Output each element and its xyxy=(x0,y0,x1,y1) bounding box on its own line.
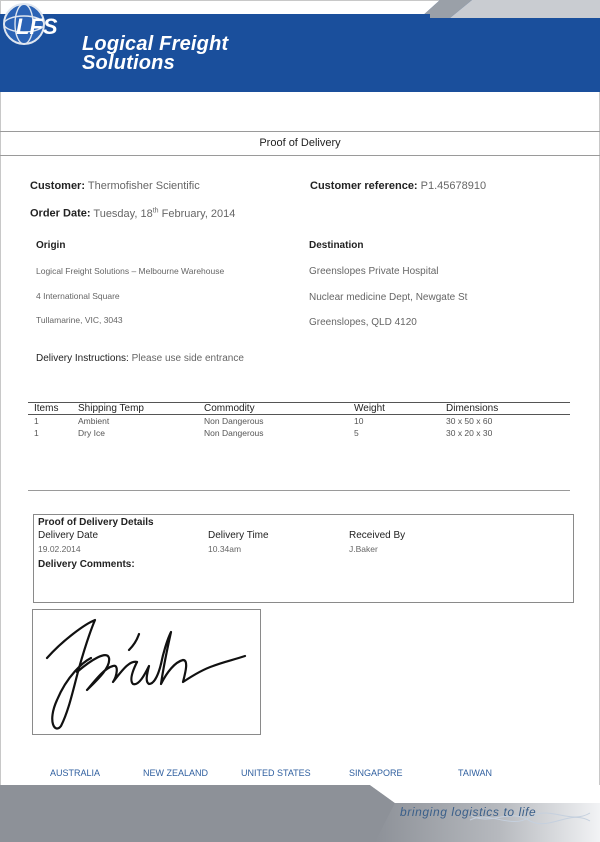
destination-line-3: Greenslopes, QLD 4120 xyxy=(309,317,417,328)
items-table xyxy=(28,402,570,439)
cell-weight: 10 xyxy=(354,416,364,426)
origin-heading: Origin xyxy=(36,240,66,251)
footer-country-united-states: UNITED STATES xyxy=(241,768,311,778)
footer-country-new-zealand: NEW ZEALAND xyxy=(143,768,209,778)
footer-tagline: bringing logistics to life xyxy=(400,805,537,819)
origin-line-1: Logical Freight Solutions – Melbourne Warehouse xyxy=(36,266,225,276)
table-row xyxy=(28,415,570,427)
cell-commodity: Non Dangerous xyxy=(204,428,264,438)
order-date-ordinal: th xyxy=(152,207,159,214)
table-row xyxy=(28,427,570,439)
customer-reference-value: P1.45678910 xyxy=(420,180,487,192)
globe-logo-icon xyxy=(0,0,58,58)
footer-country-singapore: SINGAPORE xyxy=(349,768,403,778)
order-date-prefix: Tuesday, 18 xyxy=(93,207,153,220)
delivery-instructions xyxy=(36,353,244,364)
customer-reference-field xyxy=(310,180,486,192)
delivery-time-label: Delivery Time xyxy=(208,530,269,541)
footer-country-taiwan: TAIWAN xyxy=(458,768,492,778)
delivery-date-value: 19.02.2014 xyxy=(38,544,81,554)
brand-line-2: Solutions xyxy=(82,52,175,74)
section-divider xyxy=(28,490,570,491)
cell-weight: 5 xyxy=(354,428,359,438)
cell-commodity: Non Dangerous xyxy=(204,416,264,426)
cell-items: 1 xyxy=(34,416,39,426)
footer-country-australia: AUSTRALIA xyxy=(50,768,101,778)
customer-field xyxy=(30,180,200,192)
brand-line-1: Logical Freight xyxy=(82,33,229,55)
proof-of-delivery-details-box xyxy=(33,514,574,603)
signature-box xyxy=(32,609,261,735)
title-rule-bottom xyxy=(0,155,600,156)
cell-items: 1 xyxy=(34,428,39,438)
destination-line-2: Nuclear medicine Dept, Newgate St xyxy=(309,292,468,303)
column-header-shipping-temp: Shipping Temp xyxy=(78,403,144,414)
destination-line-1: Greenslopes Private Hospital xyxy=(309,266,439,277)
cell-dimensions: 30 x 20 x 30 xyxy=(446,428,493,438)
delivery-comments-label: Delivery Comments: xyxy=(38,559,135,570)
column-header-items: Items xyxy=(34,403,59,414)
column-header-commodity: Commodity xyxy=(204,403,255,414)
delivery-date-label: Delivery Date xyxy=(38,530,99,541)
header-banner xyxy=(0,0,600,92)
origin-line-3: Tullamarine, VIC, 3043 xyxy=(36,315,123,325)
delivery-time-value: 10.34am xyxy=(208,544,242,554)
cell-shipping-temp: Dry Ice xyxy=(78,428,105,438)
customer-label: Customer: xyxy=(30,180,86,192)
order-date-field xyxy=(30,207,235,220)
destination-heading: Destination xyxy=(309,240,364,251)
order-date-value xyxy=(93,208,235,220)
delivery-instructions-value: Please use side entrance xyxy=(131,353,244,364)
logo-letters: LFS xyxy=(16,14,58,39)
signature-image xyxy=(33,610,262,736)
customer-reference-label: Customer reference: xyxy=(310,180,418,192)
column-header-weight: Weight xyxy=(354,403,385,414)
order-date-rest: February, 2014 xyxy=(158,207,236,220)
received-by-value: J.Baker xyxy=(349,544,378,554)
customer-value: Thermofisher Scientific xyxy=(87,180,200,192)
brand-name xyxy=(82,35,228,73)
cell-dimensions: 30 x 50 x 60 xyxy=(446,416,493,426)
document-title: Proof of Delivery xyxy=(259,137,341,149)
received-by-label: Received By xyxy=(349,530,406,541)
title-rule-top xyxy=(0,131,600,132)
items-table-header xyxy=(28,402,570,415)
pod-heading: Proof of Delivery Details xyxy=(38,517,154,528)
origin-line-2: 4 International Square xyxy=(36,291,120,301)
column-header-dimensions: Dimensions xyxy=(446,403,499,414)
delivery-instructions-label: Delivery Instructions: xyxy=(36,353,129,364)
order-date-label: Order Date: xyxy=(30,207,91,220)
cell-shipping-temp: Ambient xyxy=(78,416,110,426)
